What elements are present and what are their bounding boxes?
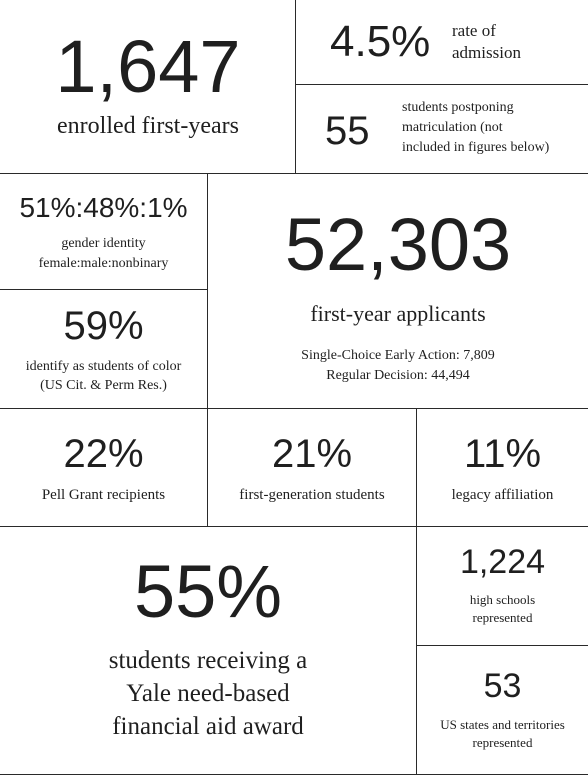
admission-label-line1: rate of	[452, 21, 496, 40]
applicants-detail-line1: Single-Choice Early Action: 7,809	[301, 348, 495, 363]
firstgen-value: 21%	[271, 432, 353, 476]
admission-label-line2: admission	[452, 43, 521, 62]
divider	[0, 289, 207, 290]
schools-value: 1,224	[459, 543, 546, 581]
gender-label-line1: gender identity	[61, 236, 146, 251]
aid-label-line2: Yale need-based	[126, 680, 290, 707]
states-label-line1: US states and territories	[440, 717, 565, 732]
schools-label-line2: represented	[472, 610, 533, 625]
enrolled-label: enrolled first-years	[57, 113, 239, 139]
applicants-label: first-year applicants	[310, 301, 486, 326]
states-value: 53	[483, 667, 522, 705]
divider	[296, 84, 588, 85]
firstgen-label: first-generation students	[239, 487, 385, 503]
aid-label-line1: students receiving a	[108, 647, 308, 674]
states-label-line2: represented	[472, 735, 533, 750]
legacy-label: legacy affiliation	[451, 487, 554, 503]
gender-value: 51%:48%:1%	[19, 192, 188, 223]
pell-label: Pell Grant recipients	[41, 487, 166, 503]
aid-value: 55%	[133, 550, 283, 633]
divider	[0, 173, 588, 174]
gender-label-line2: female:male:nonbinary	[38, 256, 169, 271]
applicants-value: 52,303	[284, 203, 512, 286]
admission-value: 4.5%	[330, 17, 431, 66]
pell-value: 22%	[63, 432, 144, 476]
postponing-label-line3: included in figures below)	[402, 140, 550, 155]
postponing-label-line2: matriculation (not	[402, 120, 503, 135]
postponing-label-line1: students postponing	[402, 100, 514, 115]
schools-label-line1: high schools	[469, 592, 536, 607]
divider	[0, 774, 588, 775]
color-label-line2: (US Cit. & Perm Res.)	[40, 378, 167, 393]
postponing-value: 55	[325, 109, 370, 153]
aid-label-line3: financial aid award	[112, 713, 304, 740]
enrolled-value: 1,647	[55, 25, 241, 108]
legacy-value: 11%	[463, 432, 542, 476]
color-label-line1: identify as students of color	[25, 359, 182, 374]
divider	[416, 645, 588, 646]
divider	[0, 526, 588, 527]
divider	[0, 408, 588, 409]
applicants-detail-line2: Regular Decision: 44,494	[326, 368, 470, 383]
color-value: 59%	[63, 304, 144, 348]
